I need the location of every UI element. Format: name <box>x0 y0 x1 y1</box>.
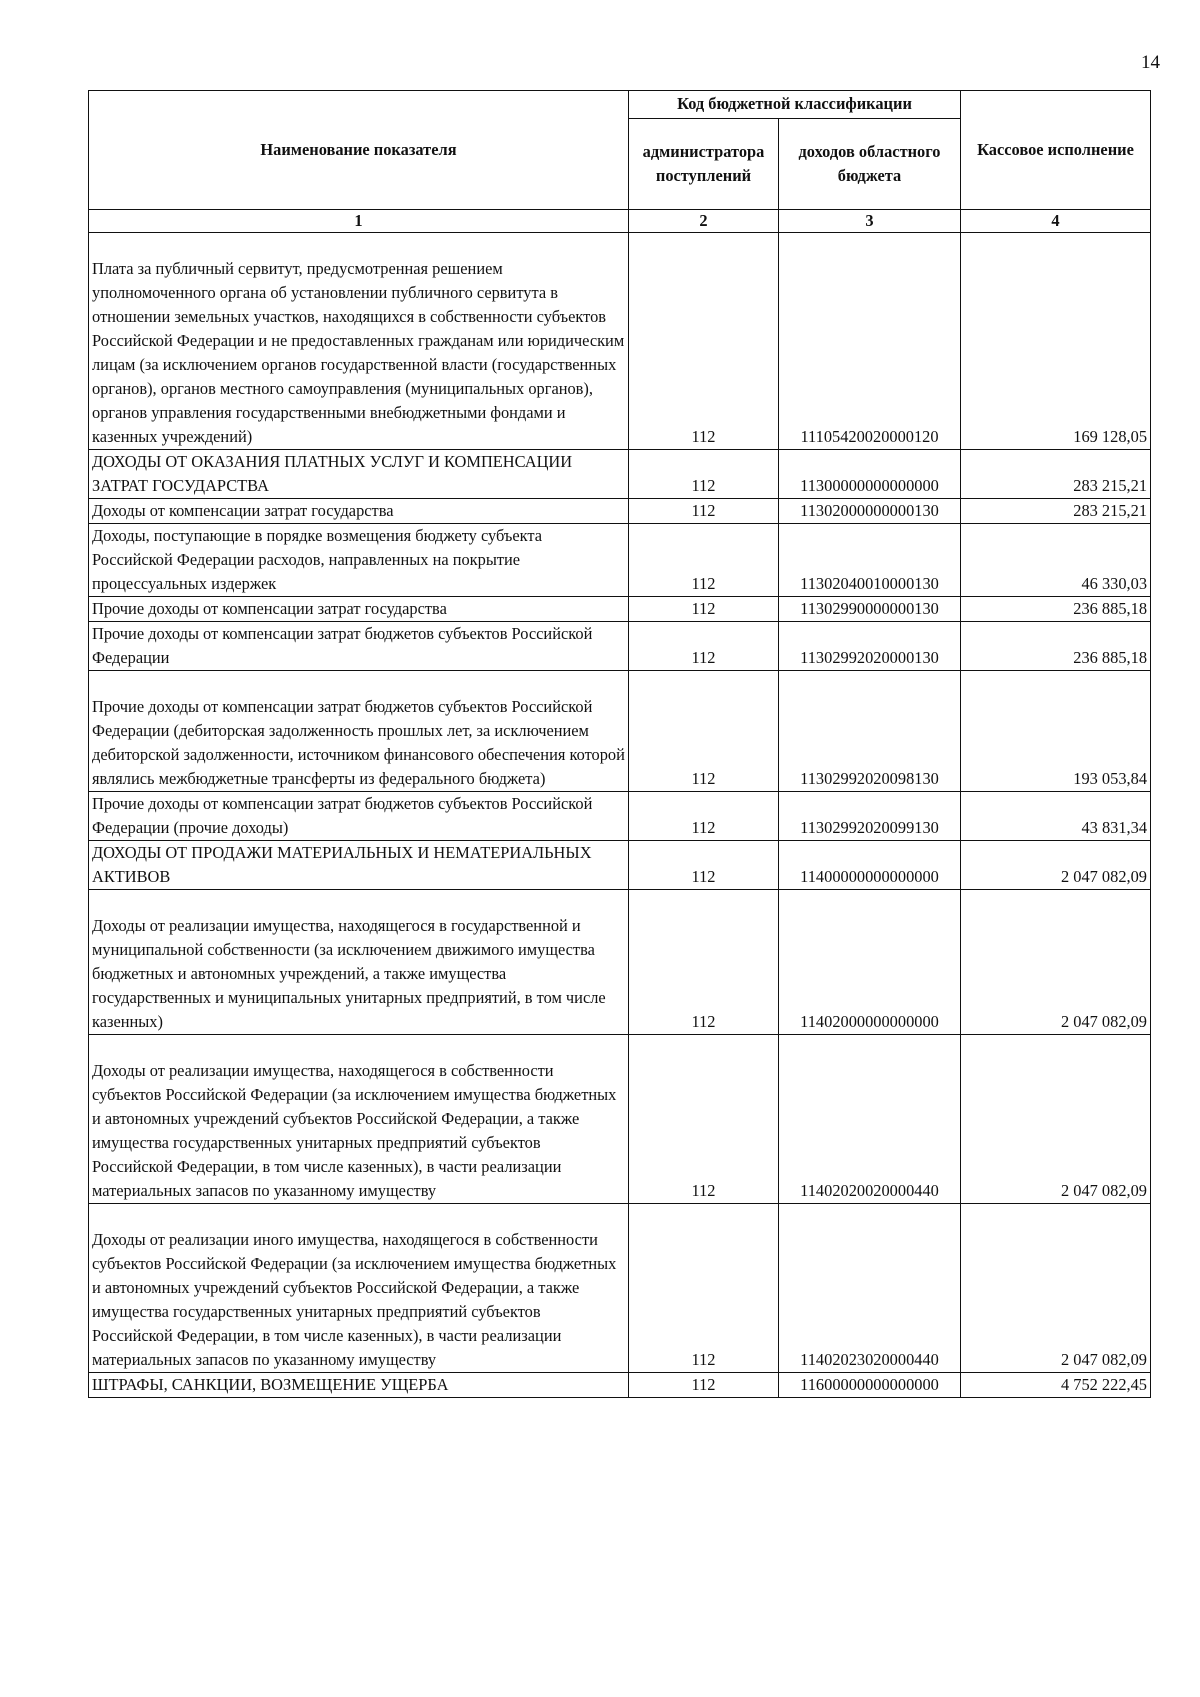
admin-code: 112 <box>629 1035 779 1204</box>
indicator-name: Прочие доходы от компенсации затрат бюджетов субъектов Российской Федерации <box>89 622 629 671</box>
admin-code: 112 <box>629 671 779 792</box>
income-code: 11302992020098130 <box>779 671 961 792</box>
table-row <box>89 524 1151 597</box>
indicator-name: Доходы от реализации имущества, находящегося в собственности субъектов Российской Федерации (за исключением имущества бюджетных и автономных учреждений субъектов Российской Федерации, а также имущества государственных унитарных предприятий субъектов Российской Федерации, в том числе казенных), в части реализации материальных запасов по указанному имуществу <box>89 1035 629 1204</box>
table-row <box>89 622 1151 671</box>
income-code: 11302000000000130 <box>779 499 961 524</box>
indicator-name: Плата за публичный сервитут, предусмотренная решением уполномоченного органа об установлении публичного сервитута в отношении земельных участков, находящихся в собственности субъектов Российской Федерации и не предоставленных гражданам или юридическим лицам (за исключением органов государственной власти (государственных органов), органов местного самоуправления (муниципальных органов), органов управления государственными внебюджетными фондами и казенных учреждений) <box>89 233 629 450</box>
income-code: 11300000000000000 <box>779 450 961 499</box>
income-code: 11302992020099130 <box>779 792 961 841</box>
execution-amount: 236 885,18 <box>961 597 1151 622</box>
execution-amount: 236 885,18 <box>961 622 1151 671</box>
indicator-name: Доходы от реализации иного имущества, находящегося в собственности субъектов Российской Федерации (за исключением имущества бюджетных и автономных учреждений субъектов Российской Федерации, а также имущества государственных унитарных предприятий субъектов Российской Федерации, в том числе казенных), в части реализации материальных запасов по указанному имуществу <box>89 1204 629 1373</box>
execution-amount: 2 047 082,09 <box>961 841 1151 890</box>
table-row <box>89 233 1151 450</box>
table-row <box>89 671 1151 792</box>
indicator-name: Доходы от реализации имущества, находящегося в государственной и муниципальной собственности (за исключением движимого имущества бюджетных и автономных учреждений, а также имущества государственных и муниципальных унитарных предприятий, в том числе казенных) <box>89 890 629 1035</box>
income-code: 11402000000000000 <box>779 890 961 1035</box>
admin-code: 112 <box>629 622 779 671</box>
column-number: 2 <box>629 210 779 233</box>
execution-amount: 169 128,05 <box>961 233 1151 450</box>
income-code: 11600000000000000 <box>779 1373 961 1398</box>
header-name: Наименование показателя <box>89 91 629 210</box>
column-number-row <box>89 210 1151 233</box>
income-code: 11402023020000440 <box>779 1204 961 1373</box>
admin-code: 112 <box>629 450 779 499</box>
execution-amount: 2 047 082,09 <box>961 1204 1151 1373</box>
income-code: 11105420020000120 <box>779 233 961 450</box>
indicator-name: ДОХОДЫ ОТ ПРОДАЖИ МАТЕРИАЛЬНЫХ И НЕМАТЕРИАЛЬНЫХ АКТИВОВ <box>89 841 629 890</box>
execution-amount: 46 330,03 <box>961 524 1151 597</box>
indicator-name: Доходы от компенсации затрат государства <box>89 499 629 524</box>
indicator-name: Доходы, поступающие в порядке возмещения бюджету субъекта Российской Федерации расходов, направленных на покрытие процессуальных издержек <box>89 524 629 597</box>
column-number: 1 <box>89 210 629 233</box>
income-code: 11402020020000440 <box>779 1035 961 1204</box>
table-row <box>89 792 1151 841</box>
income-code: 11302990000000130 <box>779 597 961 622</box>
table-row <box>89 597 1151 622</box>
table-row <box>89 890 1151 1035</box>
income-code: 11302040010000130 <box>779 524 961 597</box>
execution-amount: 193 053,84 <box>961 671 1151 792</box>
indicator-name: Прочие доходы от компенсации затрат бюджетов субъектов Российской Федерации (дебиторская задолженность прошлых лет, за исключением дебиторской задолженности, источником финансового обеспечения которой являлись межбюджетные трансферты из федерального бюджета) <box>89 671 629 792</box>
header-code-group: Код бюджетной классификации <box>629 91 961 119</box>
indicator-name: Прочие доходы от компенсации затрат бюджетов субъектов Российской Федерации (прочие доходы) <box>89 792 629 841</box>
execution-amount: 2 047 082,09 <box>961 1035 1151 1204</box>
page-number: 14 <box>1141 52 1160 73</box>
admin-code: 112 <box>629 499 779 524</box>
admin-code: 112 <box>629 890 779 1035</box>
header-execution: Кассовое исполнение <box>961 91 1151 210</box>
admin-code: 112 <box>629 1373 779 1398</box>
table-row <box>89 450 1151 499</box>
admin-code: 112 <box>629 524 779 597</box>
table-row <box>89 1373 1151 1398</box>
income-code: 11400000000000000 <box>779 841 961 890</box>
admin-code: 112 <box>629 1204 779 1373</box>
indicator-name: ДОХОДЫ ОТ ОКАЗАНИЯ ПЛАТНЫХ УСЛУГ И КОМПЕНСАЦИИ ЗАТРАТ ГОСУДАРСТВА <box>89 450 629 499</box>
budget-table <box>88 90 1151 1398</box>
table-row <box>89 1035 1151 1204</box>
table-row <box>89 1204 1151 1373</box>
execution-amount: 283 215,21 <box>961 450 1151 499</box>
column-number: 3 <box>779 210 961 233</box>
header-income: доходов областного бюджета <box>779 118 961 209</box>
admin-code: 112 <box>629 841 779 890</box>
admin-code: 112 <box>629 792 779 841</box>
indicator-name: Прочие доходы от компенсации затрат государства <box>89 597 629 622</box>
column-number: 4 <box>961 210 1151 233</box>
table-row <box>89 841 1151 890</box>
execution-amount: 43 831,34 <box>961 792 1151 841</box>
table-row <box>89 499 1151 524</box>
execution-amount: 4 752 222,45 <box>961 1373 1151 1398</box>
execution-amount: 283 215,21 <box>961 499 1151 524</box>
admin-code: 112 <box>629 597 779 622</box>
execution-amount: 2 047 082,09 <box>961 890 1151 1035</box>
indicator-name: ШТРАФЫ, САНКЦИИ, ВОЗМЕЩЕНИЕ УЩЕРБА <box>89 1373 629 1398</box>
admin-code: 112 <box>629 233 779 450</box>
header-admin: администратора поступлений <box>629 118 779 209</box>
income-code: 11302992020000130 <box>779 622 961 671</box>
